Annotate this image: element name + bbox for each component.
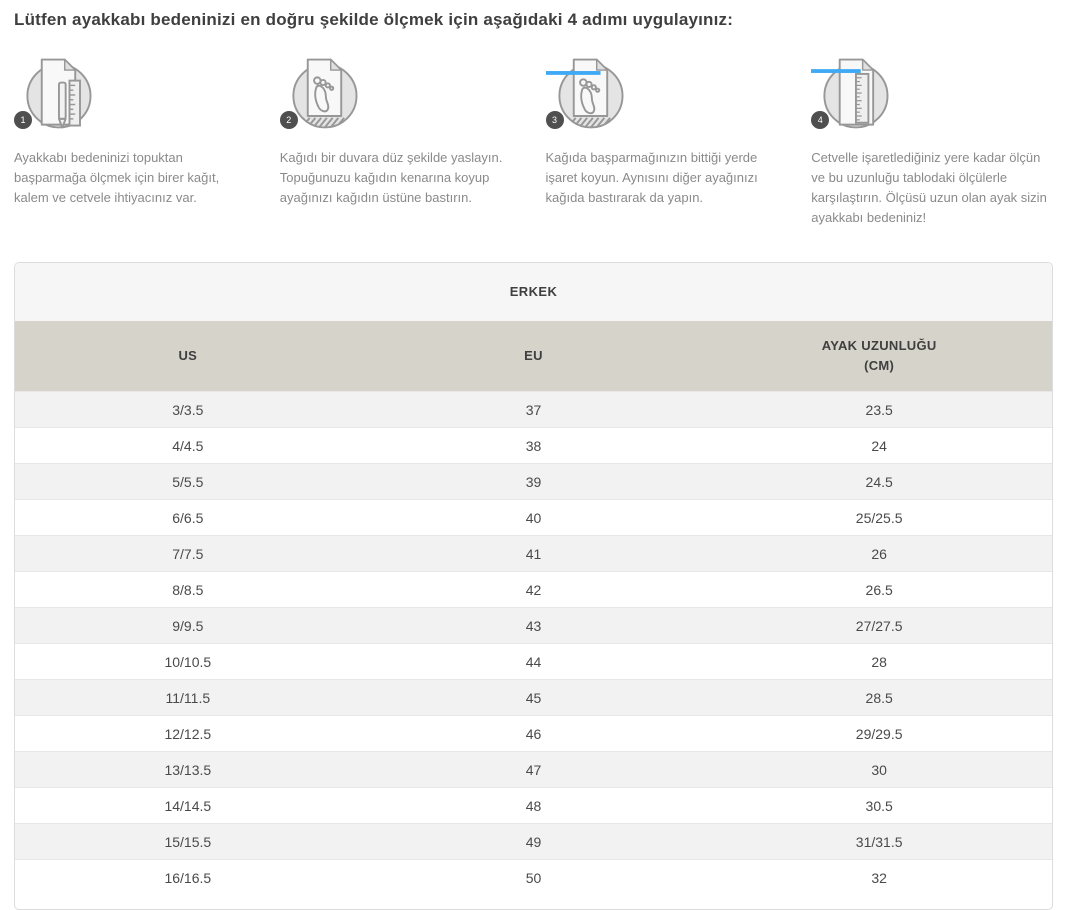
table-cell: 8/8.5 — [15, 572, 361, 608]
table-cell: 13/13.5 — [15, 752, 361, 788]
table-cell: 32 — [706, 860, 1052, 896]
table-cell: 43 — [361, 608, 707, 644]
table-cell: 5/5.5 — [15, 464, 361, 500]
step-4-text: Cetvelle işaretlediğiniz yere kadar ölçün ve bu uzunluğu tablodaki ölçülerle karşılaştırın. Ölçüsü uzun olan ayak sizin ayakkabı bedeniniz! — [811, 150, 1047, 226]
table-row — [15, 680, 1052, 716]
table-row — [15, 536, 1052, 572]
column-header-eu-label: EU — [524, 347, 543, 363]
table-cell: 49 — [361, 824, 707, 860]
table-cell: 27/27.5 — [706, 608, 1052, 644]
table-row — [15, 716, 1052, 752]
table-cell: 28 — [706, 644, 1052, 680]
table-cell: 3/3.5 — [15, 392, 361, 428]
table-cell: 10/10.5 — [15, 644, 361, 680]
size-table-body — [15, 392, 1052, 896]
table-cell: 50 — [361, 860, 707, 896]
table-cell: 9/9.5 — [15, 608, 361, 644]
size-table-container — [14, 262, 1053, 910]
size-table — [15, 263, 1052, 896]
table-row — [15, 572, 1052, 608]
table-cell: 29/29.5 — [706, 716, 1052, 752]
column-header-eu — [361, 321, 707, 392]
table-cell: 25/25.5 — [706, 500, 1052, 536]
page-title: Lütfen ayakkabı bedeninizi en doğru şekilde ölçmek için aşağıdaki 4 adımı uygulayınız: — [14, 10, 734, 29]
table-row — [15, 752, 1052, 788]
step-1-number-badge: 1 — [14, 111, 32, 129]
column-header-foot-length-unit: (CM) — [864, 357, 895, 373]
table-cell: 37 — [361, 392, 707, 428]
measurement-steps — [14, 56, 1053, 242]
table-cell: 7/7.5 — [15, 536, 361, 572]
table-cell: 31/31.5 — [706, 824, 1052, 860]
table-row — [15, 608, 1052, 644]
table-cell: 24.5 — [706, 464, 1052, 500]
table-cell: 46 — [361, 716, 707, 752]
step-2-text: Kağıdı bir duvara düz şekilde yaslayın. Topuğunuzu kağıdın kenarına koyup ayağınızı kağıdın üstüne bastırın. — [279, 150, 503, 206]
table-row — [15, 392, 1052, 428]
column-header-us — [15, 321, 361, 392]
step-3-number-badge: 3 — [546, 111, 564, 129]
table-cell: 40 — [361, 500, 707, 536]
table-cell: 41 — [361, 536, 707, 572]
column-header-foot-length-label: AYAK UZUNLUĞU — [821, 337, 937, 353]
table-cell: 14/14.5 — [15, 788, 361, 824]
table-row — [15, 464, 1052, 500]
table-row — [15, 500, 1052, 536]
table-cell: 6/6.5 — [15, 500, 361, 536]
table-row — [15, 788, 1052, 824]
table-caption: ERKEK — [15, 263, 1052, 321]
table-row — [15, 644, 1052, 680]
table-cell: 26 — [706, 536, 1052, 572]
table-row — [15, 860, 1052, 896]
table-cell: 11/11.5 — [15, 680, 361, 716]
table-cell: 38 — [361, 428, 707, 464]
step-4 — [811, 56, 1053, 242]
step-1-icon-wrap — [14, 56, 102, 132]
table-cell: 16/16.5 — [15, 860, 361, 896]
table-row — [15, 824, 1052, 860]
table-cell: 45 — [361, 680, 707, 716]
table-cell: 12/12.5 — [15, 716, 361, 752]
step-2-number-badge: 2 — [280, 111, 298, 129]
table-cell: 26.5 — [706, 572, 1052, 608]
table-cell: 24 — [706, 428, 1052, 464]
table-cell: 15/15.5 — [15, 824, 361, 860]
table-cell: 23.5 — [706, 392, 1052, 428]
table-cell: 42 — [361, 572, 707, 608]
table-cell: 30.5 — [706, 788, 1052, 824]
table-header-row — [15, 321, 1052, 392]
step-3-icon-wrap — [546, 56, 634, 132]
table-cell: 48 — [361, 788, 707, 824]
column-header-us-label: US — [178, 347, 198, 363]
table-cell: 47 — [361, 752, 707, 788]
step-3-text: Kağıda başparmağınızın bittiği yerde işaret koyun. Aynısını diğer ayağınızı kağıda bastırarak da yapın. — [545, 150, 758, 206]
table-cell: 39 — [361, 464, 707, 500]
step-4-icon-wrap — [811, 56, 899, 132]
table-cell: 4/4.5 — [15, 428, 361, 464]
step-2 — [280, 56, 522, 242]
table-row — [15, 428, 1052, 464]
table-cell: 28.5 — [706, 680, 1052, 716]
table-cell: 30 — [706, 752, 1052, 788]
table-caption-row — [15, 263, 1052, 321]
step-1-text: Ayakkabı bedeninizi topuktan başparmağa ölçmek için birer kağıt, kalem ve cetvele ihtiyacınız var. — [14, 150, 220, 206]
step-2-icon-wrap — [280, 56, 368, 132]
step-1 — [14, 56, 256, 242]
column-header-foot-length — [706, 321, 1052, 392]
step-3 — [546, 56, 788, 242]
step-4-number-badge: 4 — [811, 111, 829, 129]
table-cell: 44 — [361, 644, 707, 680]
